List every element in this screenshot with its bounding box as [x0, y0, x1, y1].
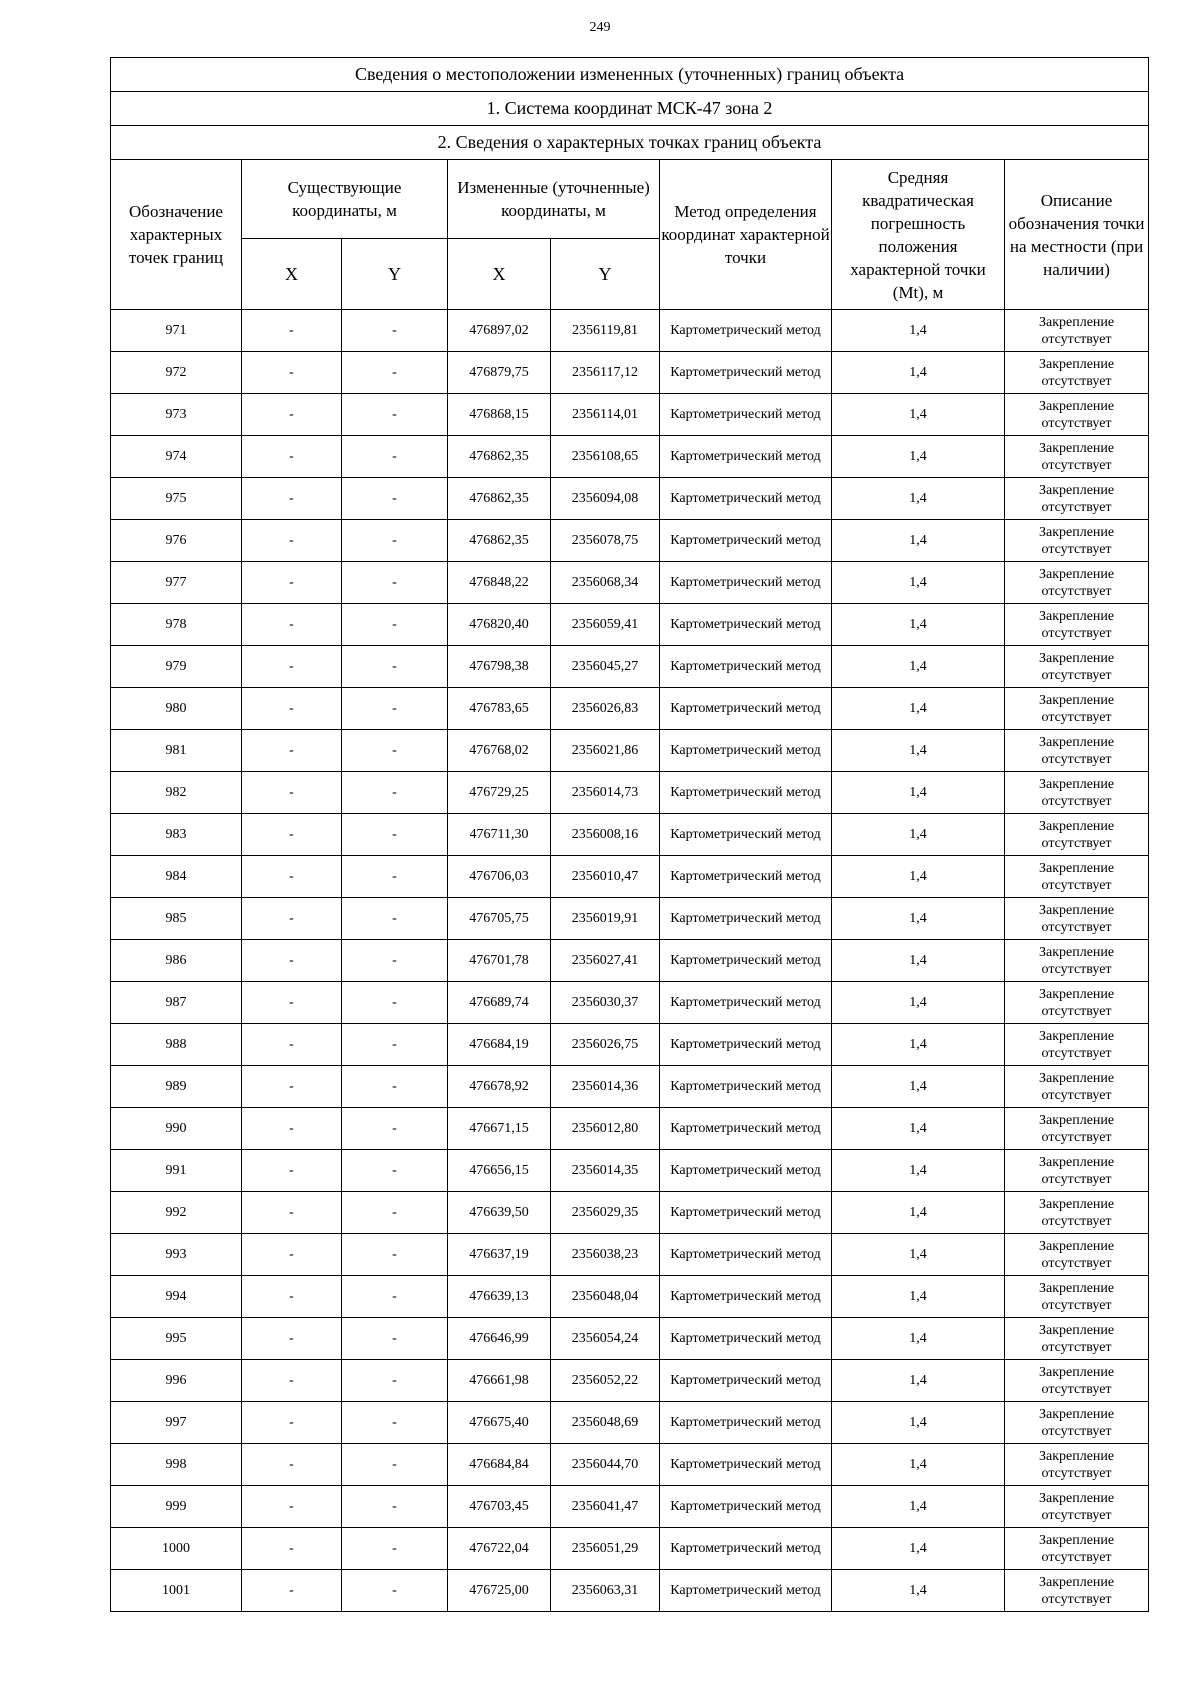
cell-x: 476711,30: [448, 814, 551, 856]
header-existing-x: X: [242, 239, 342, 310]
table-row: [111, 562, 1149, 604]
cell-description: Закрепление отсутствует: [1005, 940, 1149, 982]
cell-error: 1,4: [832, 1402, 1005, 1444]
cell-y: 2356117,12: [551, 352, 660, 394]
cell-point: 990: [111, 1108, 242, 1150]
cell-point: 1001: [111, 1570, 242, 1612]
cell-x: 476637,19: [448, 1234, 551, 1276]
cell-y: 2356012,80: [551, 1108, 660, 1150]
cell-existing-y: -: [342, 478, 448, 520]
header-changed-y: Y: [551, 239, 660, 310]
cell-existing-y: -: [342, 1066, 448, 1108]
cell-method: Картометрический метод: [660, 1486, 832, 1528]
table-row: [111, 436, 1149, 478]
cell-y: 2356027,41: [551, 940, 660, 982]
cell-x: 476862,35: [448, 520, 551, 562]
cell-existing-y: -: [342, 1318, 448, 1360]
cell-existing-x: -: [242, 436, 342, 478]
cell-existing-y: -: [342, 1360, 448, 1402]
cell-point: 999: [111, 1486, 242, 1528]
cell-description: Закрепление отсутствует: [1005, 1318, 1149, 1360]
cell-y: 2356030,37: [551, 982, 660, 1024]
cell-method: Картометрический метод: [660, 1024, 832, 1066]
cell-method: Картометрический метод: [660, 1444, 832, 1486]
cell-existing-y: -: [342, 310, 448, 352]
cell-existing-y: -: [342, 940, 448, 982]
table-row: [111, 1234, 1149, 1276]
table-row: [111, 856, 1149, 898]
cell-y: 2356094,08: [551, 478, 660, 520]
cell-existing-y: -: [342, 520, 448, 562]
cell-existing-x: -: [242, 1528, 342, 1570]
table-row: [111, 1276, 1149, 1318]
table-row: [111, 1108, 1149, 1150]
cell-description: Закрепление отсутствует: [1005, 982, 1149, 1024]
cell-error: 1,4: [832, 814, 1005, 856]
cell-existing-y: -: [342, 814, 448, 856]
cell-point: 975: [111, 478, 242, 520]
cell-method: Картометрический метод: [660, 898, 832, 940]
cell-x: 476661,98: [448, 1360, 551, 1402]
page-number: 249: [589, 20, 611, 35]
cell-existing-x: -: [242, 1570, 342, 1612]
cell-method: Картометрический метод: [660, 1528, 832, 1570]
cell-y: 2356052,22: [551, 1360, 660, 1402]
cell-y: 2356019,91: [551, 898, 660, 940]
cell-y: 2356029,35: [551, 1192, 660, 1234]
section-title: 2. Сведения о характерных точках границ объекта: [111, 126, 1149, 160]
table-row: [111, 1528, 1149, 1570]
cell-point: 995: [111, 1318, 242, 1360]
cell-x: 476703,45: [448, 1486, 551, 1528]
cell-description: Закрепление отсутствует: [1005, 562, 1149, 604]
cell-y: 2356068,34: [551, 562, 660, 604]
cell-existing-x: -: [242, 1234, 342, 1276]
cell-x: 476722,04: [448, 1528, 551, 1570]
cell-method: Картометрический метод: [660, 1318, 832, 1360]
cell-point: 985: [111, 898, 242, 940]
cell-point: 998: [111, 1444, 242, 1486]
cell-existing-x: -: [242, 898, 342, 940]
cell-existing-x: -: [242, 646, 342, 688]
cell-description: Закрепление отсутствует: [1005, 394, 1149, 436]
cell-error: 1,4: [832, 1066, 1005, 1108]
cell-description: Закрепление отсутствует: [1005, 1528, 1149, 1570]
table-row: [111, 1192, 1149, 1234]
cell-existing-x: -: [242, 562, 342, 604]
cell-error: 1,4: [832, 604, 1005, 646]
cell-point: 979: [111, 646, 242, 688]
table-row: [111, 1444, 1149, 1486]
table-row: [111, 310, 1149, 352]
cell-description: Закрепление отсутствует: [1005, 520, 1149, 562]
cell-method: Картометрический метод: [660, 772, 832, 814]
cell-existing-y: -: [342, 772, 448, 814]
cell-description: Закрепление отсутствует: [1005, 1276, 1149, 1318]
cell-point: 984: [111, 856, 242, 898]
header-point: Обозначение характерных точек границ: [111, 160, 242, 310]
cell-error: 1,4: [832, 352, 1005, 394]
cell-point: 991: [111, 1150, 242, 1192]
cell-error: 1,4: [832, 1486, 1005, 1528]
cell-y: 2356051,29: [551, 1528, 660, 1570]
cell-existing-x: -: [242, 1360, 342, 1402]
table-row: [111, 982, 1149, 1024]
cell-y: 2356059,41: [551, 604, 660, 646]
cell-existing-x: -: [242, 310, 342, 352]
cell-description: Закрепление отсутствует: [1005, 1234, 1149, 1276]
cell-method: Картометрический метод: [660, 1066, 832, 1108]
table-row: [111, 898, 1149, 940]
cell-description: Закрепление отсутствует: [1005, 436, 1149, 478]
cell-x: 476671,15: [448, 1108, 551, 1150]
cell-x: 476783,65: [448, 688, 551, 730]
cell-point: 988: [111, 1024, 242, 1066]
cell-point: 982: [111, 772, 242, 814]
cell-x: 476848,22: [448, 562, 551, 604]
table-row: [111, 814, 1149, 856]
cell-existing-x: -: [242, 1486, 342, 1528]
cell-y: 2356044,70: [551, 1444, 660, 1486]
cell-error: 1,4: [832, 562, 1005, 604]
cell-description: Закрепление отсутствует: [1005, 1402, 1149, 1444]
cell-existing-y: -: [342, 730, 448, 772]
cell-error: 1,4: [832, 646, 1005, 688]
cell-method: Картометрический метод: [660, 604, 832, 646]
cell-existing-y: -: [342, 1024, 448, 1066]
table-row: [111, 394, 1149, 436]
cell-point: 981: [111, 730, 242, 772]
cell-existing-y: -: [342, 1528, 448, 1570]
cell-x: 476798,38: [448, 646, 551, 688]
cell-x: 476820,40: [448, 604, 551, 646]
cell-x: 476701,78: [448, 940, 551, 982]
cell-x: 476684,84: [448, 1444, 551, 1486]
coordinate-system-title: 1. Система координат МСК-47 зона 2: [111, 92, 1149, 126]
header-existing-y: Y: [342, 239, 448, 310]
cell-existing-x: -: [242, 1276, 342, 1318]
cell-point: 997: [111, 1402, 242, 1444]
cell-existing-y: -: [342, 436, 448, 478]
table-row: [111, 352, 1149, 394]
cell-point: 972: [111, 352, 242, 394]
cell-method: Картометрический метод: [660, 352, 832, 394]
cell-description: Закрепление отсутствует: [1005, 856, 1149, 898]
table-row: [111, 1402, 1149, 1444]
cell-description: Закрепление отсутствует: [1005, 1570, 1149, 1612]
cell-x: 476675,40: [448, 1402, 551, 1444]
cell-existing-y: -: [342, 1486, 448, 1528]
cell-y: 2356048,04: [551, 1276, 660, 1318]
cell-error: 1,4: [832, 520, 1005, 562]
cell-description: Закрепление отсутствует: [1005, 1024, 1149, 1066]
cell-error: 1,4: [832, 1024, 1005, 1066]
cell-error: 1,4: [832, 856, 1005, 898]
cell-existing-y: -: [342, 688, 448, 730]
header-existing-coordinates: Существующие координаты, м: [242, 160, 448, 239]
header-description: Описание обозначения точки на местности (при наличии): [1005, 160, 1149, 310]
table-row: [111, 730, 1149, 772]
cell-existing-y: -: [342, 856, 448, 898]
cell-existing-x: -: [242, 814, 342, 856]
cell-method: Картометрический метод: [660, 982, 832, 1024]
cell-error: 1,4: [832, 982, 1005, 1024]
cell-method: Картометрический метод: [660, 1192, 832, 1234]
cell-point: 996: [111, 1360, 242, 1402]
cell-x: 476879,75: [448, 352, 551, 394]
table-row: [111, 1318, 1149, 1360]
cell-y: 2356014,36: [551, 1066, 660, 1108]
cell-description: Закрепление отсутствует: [1005, 1066, 1149, 1108]
cell-description: Закрепление отсутствует: [1005, 604, 1149, 646]
cell-error: 1,4: [832, 1150, 1005, 1192]
cell-x: 476646,99: [448, 1318, 551, 1360]
cell-x: 476768,02: [448, 730, 551, 772]
cell-method: Картометрический метод: [660, 562, 832, 604]
cell-existing-x: -: [242, 982, 342, 1024]
cell-method: Картометрический метод: [660, 856, 832, 898]
header-changed-x: X: [448, 239, 551, 310]
cell-method: Картометрический метод: [660, 814, 832, 856]
cell-point: 1000: [111, 1528, 242, 1570]
table-row: [111, 604, 1149, 646]
cell-method: Картометрический метод: [660, 1150, 832, 1192]
cell-x: 476729,25: [448, 772, 551, 814]
cell-point: 983: [111, 814, 242, 856]
cell-y: 2356063,31: [551, 1570, 660, 1612]
cell-error: 1,4: [832, 1570, 1005, 1612]
cell-point: 971: [111, 310, 242, 352]
cell-method: Картометрический метод: [660, 688, 832, 730]
table-row: [111, 1360, 1149, 1402]
cell-existing-y: -: [342, 1108, 448, 1150]
cell-x: 476639,50: [448, 1192, 551, 1234]
cell-existing-y: -: [342, 562, 448, 604]
cell-error: 1,4: [832, 1528, 1005, 1570]
table-row: [111, 1486, 1149, 1528]
cell-existing-x: -: [242, 1066, 342, 1108]
cell-method: Картометрический метод: [660, 310, 832, 352]
cell-existing-x: -: [242, 1192, 342, 1234]
cell-y: 2356010,47: [551, 856, 660, 898]
cell-existing-y: -: [342, 1192, 448, 1234]
cell-existing-x: -: [242, 478, 342, 520]
cell-method: Картометрический метод: [660, 646, 832, 688]
cell-method: Картометрический метод: [660, 394, 832, 436]
cell-point: 974: [111, 436, 242, 478]
cell-point: 978: [111, 604, 242, 646]
cell-existing-x: -: [242, 604, 342, 646]
cell-x: 476678,92: [448, 1066, 551, 1108]
cell-y: 2356038,23: [551, 1234, 660, 1276]
cell-existing-y: -: [342, 1276, 448, 1318]
coordinates-table: [110, 57, 1149, 1612]
cell-description: Закрепление отсутствует: [1005, 898, 1149, 940]
cell-existing-x: -: [242, 1444, 342, 1486]
cell-x: 476868,15: [448, 394, 551, 436]
cell-existing-y: -: [342, 604, 448, 646]
table-row: [111, 1066, 1149, 1108]
cell-description: Закрепление отсутствует: [1005, 1192, 1149, 1234]
cell-existing-x: -: [242, 940, 342, 982]
cell-method: Картометрический метод: [660, 1108, 832, 1150]
cell-y: 2356014,73: [551, 772, 660, 814]
cell-existing-x: -: [242, 1150, 342, 1192]
cell-x: 476684,19: [448, 1024, 551, 1066]
cell-method: Картометрический метод: [660, 1276, 832, 1318]
cell-description: Закрепление отсутствует: [1005, 1486, 1149, 1528]
cell-y: 2356026,83: [551, 688, 660, 730]
cell-method: Картометрический метод: [660, 1234, 832, 1276]
cell-x: 476706,03: [448, 856, 551, 898]
table-row: [111, 1570, 1149, 1612]
cell-method: Картометрический метод: [660, 436, 832, 478]
cell-y: 2356114,01: [551, 394, 660, 436]
cell-x: 476656,15: [448, 1150, 551, 1192]
cell-x: 476639,13: [448, 1276, 551, 1318]
cell-existing-y: -: [342, 1150, 448, 1192]
cell-error: 1,4: [832, 688, 1005, 730]
cell-method: Картометрический метод: [660, 1402, 832, 1444]
cell-x: 476862,35: [448, 436, 551, 478]
cell-error: 1,4: [832, 898, 1005, 940]
table-row: [111, 520, 1149, 562]
cell-existing-x: -: [242, 520, 342, 562]
cell-y: 2356048,69: [551, 1402, 660, 1444]
cell-description: Закрепление отсутствует: [1005, 1150, 1149, 1192]
cell-existing-y: -: [342, 1234, 448, 1276]
cell-error: 1,4: [832, 1234, 1005, 1276]
cell-method: Картометрический метод: [660, 940, 832, 982]
cell-existing-x: -: [242, 394, 342, 436]
cell-description: Закрепление отсутствует: [1005, 814, 1149, 856]
cell-point: 986: [111, 940, 242, 982]
cell-method: Картометрический метод: [660, 1360, 832, 1402]
cell-existing-y: -: [342, 898, 448, 940]
cell-error: 1,4: [832, 1444, 1005, 1486]
cell-point: 977: [111, 562, 242, 604]
cell-x: 476897,02: [448, 310, 551, 352]
cell-y: 2356054,24: [551, 1318, 660, 1360]
cell-existing-y: -: [342, 1402, 448, 1444]
cell-point: 993: [111, 1234, 242, 1276]
cell-existing-x: -: [242, 688, 342, 730]
cell-method: Картометрический метод: [660, 730, 832, 772]
cell-error: 1,4: [832, 394, 1005, 436]
cell-existing-y: -: [342, 982, 448, 1024]
table-row: [111, 772, 1149, 814]
cell-existing-x: -: [242, 1108, 342, 1150]
cell-existing-x: -: [242, 352, 342, 394]
cell-error: 1,4: [832, 772, 1005, 814]
cell-description: Закрепление отсутствует: [1005, 1444, 1149, 1486]
cell-description: Закрепление отсутствует: [1005, 688, 1149, 730]
cell-point: 973: [111, 394, 242, 436]
cell-y: 2356026,75: [551, 1024, 660, 1066]
cell-existing-y: -: [342, 646, 448, 688]
table-row: [111, 688, 1149, 730]
cell-error: 1,4: [832, 730, 1005, 772]
cell-error: 1,4: [832, 1318, 1005, 1360]
cell-point: 994: [111, 1276, 242, 1318]
table-row: [111, 1024, 1149, 1066]
cell-point: 976: [111, 520, 242, 562]
cell-existing-x: -: [242, 730, 342, 772]
cell-x: 476862,35: [448, 478, 551, 520]
cell-point: 980: [111, 688, 242, 730]
table-row: [111, 478, 1149, 520]
cell-existing-x: -: [242, 1402, 342, 1444]
cell-method: Картометрический метод: [660, 1570, 832, 1612]
cell-error: 1,4: [832, 1192, 1005, 1234]
cell-error: 1,4: [832, 1108, 1005, 1150]
cell-existing-y: -: [342, 1570, 448, 1612]
cell-error: 1,4: [832, 1276, 1005, 1318]
cell-method: Картометрический метод: [660, 520, 832, 562]
cell-existing-x: -: [242, 1024, 342, 1066]
cell-y: 2356108,65: [551, 436, 660, 478]
cell-error: 1,4: [832, 940, 1005, 982]
table-row: [111, 1150, 1149, 1192]
cell-x: 476705,75: [448, 898, 551, 940]
cell-point: 989: [111, 1066, 242, 1108]
cell-y: 2356119,81: [551, 310, 660, 352]
cell-x: 476689,74: [448, 982, 551, 1024]
cell-description: Закрепление отсутствует: [1005, 1360, 1149, 1402]
cell-y: 2356021,86: [551, 730, 660, 772]
cell-description: Закрепление отсутствует: [1005, 310, 1149, 352]
header-method: Метод определения координат характерной точки: [660, 160, 832, 310]
cell-existing-x: -: [242, 1318, 342, 1360]
table-row: [111, 940, 1149, 982]
cell-method: Картометрический метод: [660, 478, 832, 520]
table-row: [111, 646, 1149, 688]
cell-y: 2356008,16: [551, 814, 660, 856]
cell-existing-y: -: [342, 1444, 448, 1486]
cell-error: 1,4: [832, 478, 1005, 520]
cell-description: Закрепление отсутствует: [1005, 352, 1149, 394]
cell-error: 1,4: [832, 1360, 1005, 1402]
cell-description: Закрепление отсутствует: [1005, 646, 1149, 688]
cell-y: 2356041,47: [551, 1486, 660, 1528]
cell-y: 2356014,35: [551, 1150, 660, 1192]
table-title: Сведения о местоположении измененных (уточненных) границ объекта: [111, 58, 1149, 92]
cell-existing-x: -: [242, 856, 342, 898]
cell-point: 987: [111, 982, 242, 1024]
cell-existing-y: -: [342, 394, 448, 436]
cell-error: 1,4: [832, 310, 1005, 352]
cell-y: 2356078,75: [551, 520, 660, 562]
cell-point: 992: [111, 1192, 242, 1234]
cell-y: 2356045,27: [551, 646, 660, 688]
cell-description: Закрепление отсутствует: [1005, 478, 1149, 520]
cell-existing-y: -: [342, 352, 448, 394]
header-changed-coordinates: Измененные (уточненные) координаты, м: [448, 160, 660, 239]
cell-error: 1,4: [832, 436, 1005, 478]
cell-x: 476725,00: [448, 1570, 551, 1612]
cell-description: Закрепление отсутствует: [1005, 772, 1149, 814]
header-error: Средняя квадратическая погрешность положения характерной точки (Mt), м: [832, 160, 1005, 310]
cell-description: Закрепление отсутствует: [1005, 1108, 1149, 1150]
cell-existing-x: -: [242, 772, 342, 814]
cell-description: Закрепление отсутствует: [1005, 730, 1149, 772]
